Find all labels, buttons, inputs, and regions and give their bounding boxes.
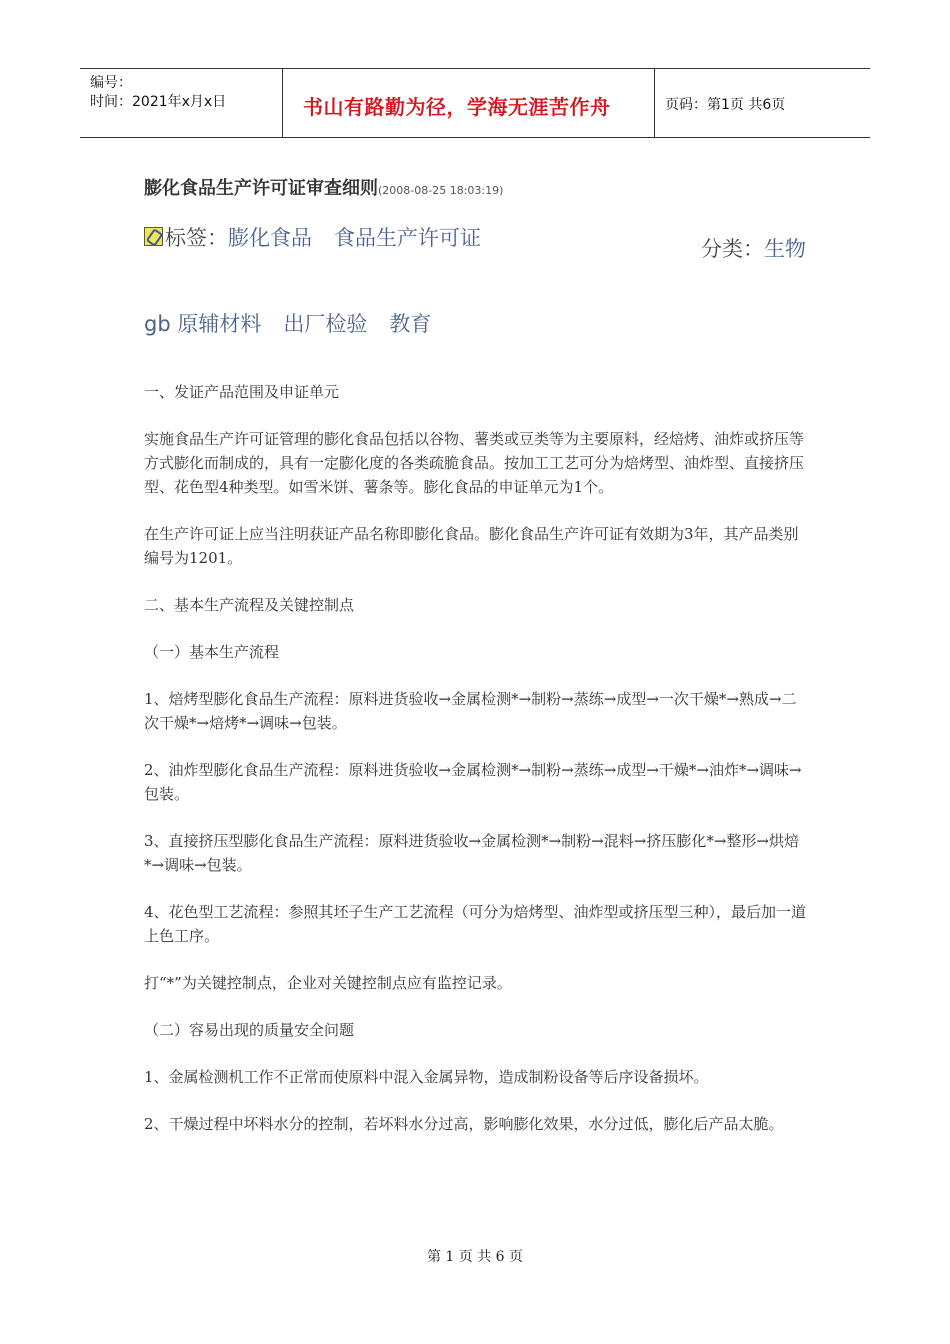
number-label: 编号：	[90, 75, 132, 91]
header-info-cell	[80, 69, 283, 137]
paragraph: 3、直接挤压型膨化食品生产流程：原料进货验收→金属检测*→制粉→混料→挤压膨化*→整形→烘焙*→调味→包装。	[144, 832, 799, 874]
category-label: 分类：	[701, 237, 764, 261]
paragraph: 实施食品生产许可证管理的膨化食品包括以谷物、薯类或豆类等为主要原料，经焙烤、油炸或挤压等方式膨化而制成的，具有一定膨化度的各类疏脆食品。按加工工艺可分为焙烤型、油炸型、直接挤压型、花色型4种类型。如雪米饼、薯条等。膨化食品的申证单元为1个。	[144, 430, 805, 496]
header-motto-cell	[283, 69, 655, 137]
tag-link-gb[interactable]: gb	[144, 312, 171, 336]
time-label: 时间：2021年x月x日	[90, 94, 227, 110]
tag-link-raw-materials[interactable]: 原辅材料	[177, 312, 262, 336]
section-heading: 一、发证产品范围及申证单元	[144, 383, 340, 401]
article-body	[144, 380, 810, 1159]
paragraph: 4、花色型工艺流程：参照其坯子生产工艺流程（可分为焙烤型、油炸型或挤压型三种），最后加一道上色工序。	[144, 903, 807, 945]
section-heading: 二、基本生产流程及关键控制点	[144, 596, 355, 614]
tag-row	[144, 222, 481, 252]
tag-link-factory-inspection[interactable]: 出厂检验	[283, 312, 368, 336]
paragraph: 2、干燥过程中坏料水分的控制，若坏料水分过高，影响膨化效果，水分过低，膨化后产品太脆。	[144, 1115, 784, 1133]
paragraph: 1、焙烤型膨化食品生产流程：原料进货验收→金属检测*→制粉→蒸练→成型→一次干燥*→熟成→二次干燥*→焙烤*→调味→包装。	[144, 690, 797, 732]
tag-icon	[144, 227, 163, 246]
header-page-cell	[655, 69, 870, 137]
subsection-heading: （二）容易出现的质量安全问题	[144, 1021, 355, 1039]
category-link[interactable]: 生物	[764, 237, 806, 261]
title-text: 膨化食品生产许可证审查细则	[144, 178, 378, 199]
paragraph: 打“*”为关键控制点，企业对关键控制点应有监控记录。	[144, 974, 512, 992]
title-timestamp: (2008-08-25 18:03:19)	[378, 184, 504, 197]
paragraph: 1、金属检测机工作不正常而使原料中混入金属异物，造成制粉设备等后序设备损坏。	[144, 1068, 709, 1086]
page-title	[144, 174, 503, 200]
tag-row-2	[144, 308, 431, 338]
motto-text: 书山有路勤为径，学海无涯苦作舟	[303, 95, 611, 119]
tag-link-education[interactable]: 教育	[389, 312, 432, 336]
header-table	[80, 68, 870, 138]
tag-link-production-license[interactable]: 食品生产许可证	[334, 226, 481, 250]
category-row	[701, 233, 806, 263]
tag-link-puffed-food[interactable]: 膨化食品	[228, 226, 312, 250]
paragraph: 2、油炸型膨化食品生产流程：原料进货验收→金属检测*→制粉→蒸练→成型→干燥*→油炸*→调味→包装。	[144, 761, 802, 803]
page-footer: 第 1 页 共 6 页	[426, 1249, 524, 1265]
paragraph: 在生产许可证上应当注明获证产品名称即膨化食品。膨化食品生产许可证有效期为3年，其产品类别编号为1201。	[144, 525, 799, 567]
page-info: 页码：第1页 共6页	[665, 97, 786, 113]
tag-label: 标签：	[165, 226, 228, 250]
subsection-heading: （一）基本生产流程	[144, 643, 280, 661]
